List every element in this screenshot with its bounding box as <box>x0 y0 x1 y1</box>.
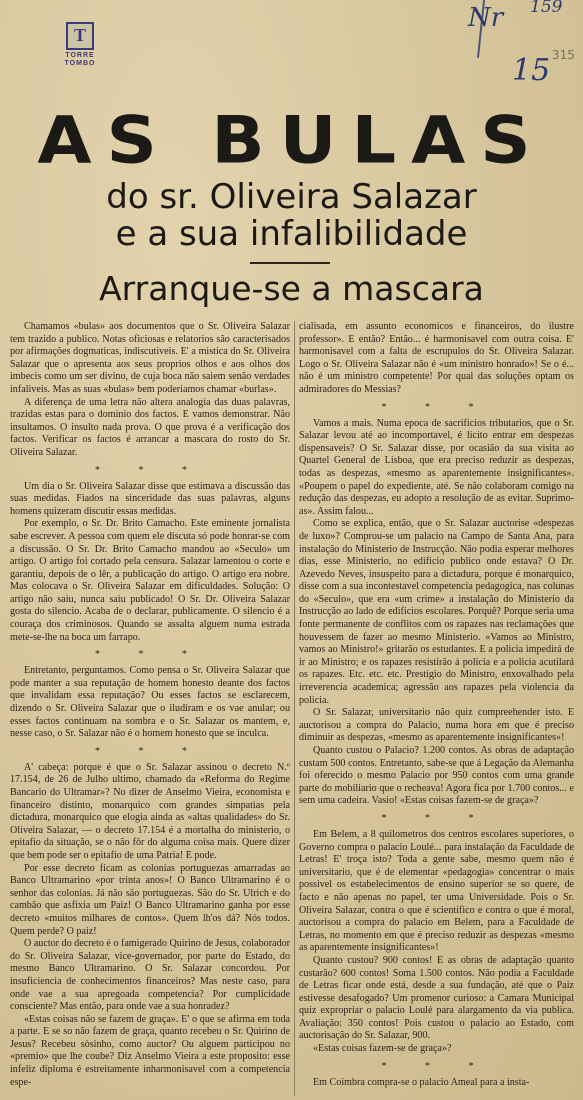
stamp-letter: T <box>66 22 94 50</box>
subheading-2: e a sua infalibilidade <box>115 214 468 254</box>
section-separator: * * * <box>95 745 205 757</box>
paragraph: Quanto custou o Palacio? 1.200 contos. As obras de adaptação custam 500 contos. Entretanto, sabe-se que á Legação da Alemanha foi oferecido o mesmo Palacio por 950 contos com uma grande parte do mobiliario que o recheava! Agora fica por 1.700 contos... e sem uma cadeira. Vasio! «Estas coisas fazem-se de graça»? <box>299 745 574 807</box>
handwritten-page-number: 159 <box>530 0 563 17</box>
column-divider <box>294 321 295 1096</box>
handwritten-small-number: 315 <box>552 48 575 62</box>
paragraph: «Estas coisas fazem-se de graça»? <box>313 1043 452 1055</box>
paragraph: O Sr. Salazar, universitario não quiz compreehender isto. E auctorisou a compra do Palacio, numa hora em que é preciso diminuir as despezas, «mesmo as aparentemente insignificantes»! <box>299 707 574 744</box>
paragraph: A' cabeça: porque é que o Sr. Salazar assinou o decreto N.º 17.154, de 26 de Julho ultimo, chamado da «Reforma do Regime Bancario do Ultramar»? No dizer de Anselmo Vieira, economista e financeiro distinto, monarquico com grandes simpatias pela dictadura, monarquico que elogia ainda as «altas qualidades» do Sr. Oliveira Salazar, — o decreto 17.154 é a mortalha do ministerio, o epitafio da situação, se o não fôr do alguma coisa mais. Quere dizer que bem pode ser o epitafio de uma Patria! E pode. <box>10 761 290 861</box>
paragraph: «Estas coisas não se fazem de graça». E' o que se afirma em toda a parte. E se so não fazem de graça, quanto recebeu o Sr. Quirino de Jesus? Recebeu sòsinho, como auctor? Ou alguem participou no «premio» que lhe coube? Diz Anselmo Vieira a este proposito: esse infeliz diploma é estreitamente inharmonisavel com a competencia espe- <box>10 1013 290 1088</box>
stamp-caption: TORRE TOMBO <box>64 52 96 67</box>
paragraph: Quanto custou? 900 contos! E as obras de adaptação quanto custarão? 600 contos! Soma 1.500 contos. Não podia a Faculdade de Letras ficar onde está, desde a sua fundação, até que o Paiz estivesse desafogado? Um promenor curioso: a Camara Municipal quiz expropriar o palacio Loulé para alargamento da via publica. Avaliação: 350 contos! Pois custou o palacio ao Estado, com auctorisação do Sr. Salazar, 900. <box>299 954 574 1042</box>
paragraph: Por esse decreto ficam as colonias portuguezas amarradas ao Banco Ultramarino «por trinta anos»! O Banco Ultramarino é o senhor das colonias. Já não são portuguezas. São do Sr. Ulrich e do cambão que asfixia um Paiz! O Banco Ultramarino ganha por esse decreto «muitos milhares de contos». Quem lh'os dá? Nós todos. Quem perde? O paiz! <box>10 862 290 937</box>
paragraph: O auctor do decreto é o famigerado Quirino de Jesus, colaborador do Sr. Oliveira Salazar, vice-governador, por parte do Estado, do mesmo Banco Ultramarino. O Sr. Salazar concordou. Por insuficiencia de conhecimentos financeiros? Mas neste caso, para onde vae a sua apregoada competencia? Por cumplicidade consciente? Mas então, para onde vae a sua honradez? <box>10 938 290 1013</box>
subheading-3: Arranque-se a mascara <box>99 269 484 308</box>
header-rule <box>250 262 330 264</box>
paragraph: Como se explica, então, que o Sr. Salazar auctorise «despezas de luxo»? Comprou-se um palacio na Campo de Santa Ana, para instalação do Ministerio de Instrucção. Não podia esperar melhores dias, esse Ministerio, no edificio publico onde estava? O Dr. Azevedo Neves, insuspeito para a dictadura, porque é monarquico, disse com a sua incontestavel competencia pedagogica, nas colunas do «Seculo», que era «um crime» a instalação do Ministerio da Instrucção ao lado de edificios escolares. Porquê? Porque seria uma fonte permanente de conflitos com os rapazes nas reclamações que houvessem de fazer ao mesmo Ministerio. «Vamos ao Ministro, vamos ao Ministro!» gritarão os estudantes. E a policia impedirá de ir ao Ministro; e os rapazes resistirão á policia e a policia acutilará os rapazes. Etc. etc. etc. Prestigio do Ministro, enxovalhado pela irreverencia academica; agressão aos rapazes pela violencia da policia. <box>299 518 574 706</box>
subheading-1: do sr. Oliveira Salazar <box>106 177 477 217</box>
left-column <box>10 321 290 1096</box>
paragraph: Em Belem, a 8 quilometros dos centros escolares superiores, o Governo compra o palacio Loulé... para instalação da Faculdade de Letras! E' troça isto? Toda a gente sabe, mesmo quem não é universitario, que é de elementar «pedagogia» concentrar o mais possivel os estabelecimentos de ensino superior se so quere, de facto e não apenas no papel, ter uma Universidade. Pois o Sr. Oliveira Salazar, contra o que é scientifico e contra o que é moral, auctorisou a compra do palacio em Belem, para a Faculdade de Letras, no momento em que é preciso reduzir as despezas «mesmo as aparentemente insignificantes»! <box>299 828 574 954</box>
handwritten-left-mark: Nr <box>468 3 504 33</box>
paragraph: Um dia o Sr. Oliveira Salazar disse que estimava a discussão das suas medidas. Fiados na sinceridade das suas palavras, alguns homens quizeram discutir essas medidas. <box>10 480 290 517</box>
section-separator: * * * <box>95 649 205 661</box>
headline: AS BULAS <box>37 101 546 179</box>
paragraph: Chamamos «bulas» aos documentos que o Sr. Oliveira Salazar tem trazido a publico. Notas oficiosas e relatorios são caracterisados por afirmações dogmaticas, indiscutiveis. E' a mistica do Sr. Oliveira Salazar que o apresenta aos seus proprios olhos e aos olhos dos imbecis como um ser divino, de cuja boca não saiem senão verdades infaliveis. Mas as suas «bulas» bem poderiamos chamar «burlas». <box>10 321 290 395</box>
right-column <box>299 321 574 1096</box>
paragraph: Vamos a mais. Numa epoca de sacrificios tributarios, que o Sr. Salazar levou até ao incomportavel, é licito entrar em despezas dispensaveis? O Sr. Salazar disse, por ocasião da sua visita ao Quartel General de Lisboa, que era preciso reduzir as despezas, todas as despezas, «mesmo as aparentemente insignificantes». «Poupem o papel do expediente, até. Se não colaboram comigo na redução das despezas, eu adopto a resolução de as evitar. Suprimo-as». Assim falou... <box>299 417 574 517</box>
paragraph: Entretanto, perguntamos. Como pensa o Sr. Oliveira Salazar que pode manter a sua reputação de homem honesto deante dos factos que invalidam essa reputação? Ou esses factos se esclarecem, dizendo o Sr. Oliveira Salazar que o iludiram e os vae anular; ou esses factos continuam na sombra e o Sr. Salazar os mantem, e, nesse caso, o Sr. Salazar não é o homem honesto que se inculca. <box>10 665 290 740</box>
section-separator: * * * <box>381 401 492 413</box>
paragraph: Por exemplo, o Sr. Dr. Brito Camacho. Este eminente jornalista sabe escrever. A pessoa com quem ele discuta só pode honrar-se com a discussão. O Sr. Dr. Brito Camacho mandou ao «Seculo» um artigo. O artigo foi cortado pela censura. Salazar lamentou o corte e garantiu, depois de o lêr, a publicação do artigo. O artigo era nobre. Mas colocava o Sr. Oliveira Salazar em dificuldades. Solução: O artigo não saiu, nunca saiu publicado! O Sr. Dr. Oliveira Salazar gosta do silencio. Acaba de o declarar, publicamente. O silencio é a couraça dos criminosos. Quando se assalta alguem numa estrada mete-se-lhe na boca um farrapo. <box>10 518 290 643</box>
section-separator: * * * <box>95 464 205 476</box>
paragraph: A diferença de uma letra não altera analogia das duas palavras, trazidas estas para o dominio dos factos. E vamos demonstrar. Não insultamos. O insulto nada prova. O que prova é a verificação dos factos. Verificar os factos é arrancar a mascara do rosto do Sr. Oliveira Salazar. <box>10 396 290 458</box>
paragraph: cialisada, em assunto economicos e financeiros, do ilustre professor». E então? Então... é harmonisavel com outra coisa. E' harmonisavel com a falta de escrupulos do Sr. Oliveira Salazar. Logo o Sr. Oliveira Salazar não é «um ministro honrado»! Se o é... não é um ministro competente! Por qual das soluções optam os admiradores do Messias? <box>299 321 574 395</box>
section-separator: * * * <box>381 1060 492 1072</box>
section-separator: * * * <box>381 812 492 824</box>
paragraph: Em Coimbra compra-se o palacio Ameal para a insta- <box>313 1076 530 1088</box>
archive-stamp <box>55 22 105 68</box>
handwritten-right-mark: 15 <box>512 53 551 88</box>
